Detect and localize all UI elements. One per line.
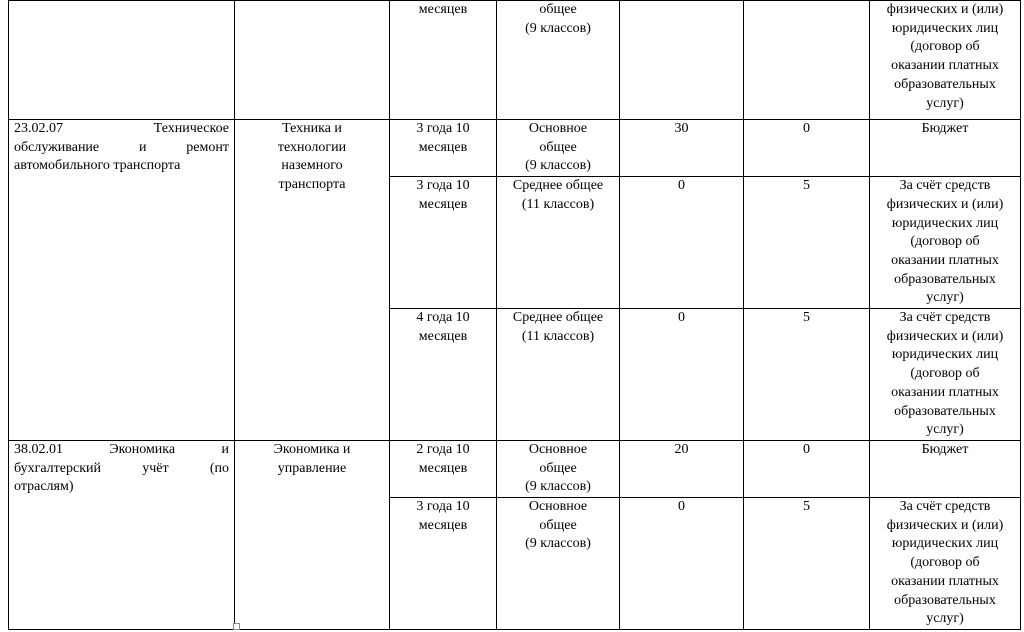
table-resize-handle[interactable] (233, 623, 240, 630)
education-cell: Основное общее (9 классов) (497, 498, 620, 630)
specialty-code-name: 23.02.07 Техническое обслуживание и ремонт автомобильного транспорта (9, 120, 235, 441)
paid-places-cell: 5 (744, 177, 870, 309)
paid-places-cell: 0 (744, 440, 870, 497)
duration-cell: 3 года 10 месяцев (390, 120, 497, 177)
duration-cell: 3 года 10 месяцев (390, 177, 497, 309)
paid-places-cell (744, 1, 870, 120)
financing-cell: Бюджет (870, 440, 1021, 497)
code-cell (9, 1, 235, 120)
paid-places-cell: 5 (744, 309, 870, 441)
table-row-continuation (9, 1, 1021, 120)
education-field: Экономика и управление (235, 440, 390, 629)
financing-cell: физических и (или) юридических лиц (договор об оказании платных образовательных услуг) (870, 1, 1021, 120)
budget-places-cell: 0 (620, 309, 744, 441)
budget-places-cell: 0 (620, 177, 744, 309)
admission-table (8, 0, 1021, 630)
financing-cell: За счёт средств физических и (или) юридических лиц (договор об оказании платных образовательных услуг) (870, 498, 1021, 630)
duration-cell: 4 года 10 месяцев (390, 309, 497, 441)
education-field: Техника и технологии наземного транспорта (235, 120, 390, 441)
financing-cell: За счёт средств физических и (или) юридических лиц (договор об оказании платных образовательных услуг) (870, 177, 1021, 309)
budget-places-cell: 20 (620, 440, 744, 497)
financing-cell: Бюджет (870, 120, 1021, 177)
budget-places-cell: 0 (620, 498, 744, 630)
financing-cell: За счёт средств физических и (или) юридических лиц (договор об оказании платных образовательных услуг) (870, 309, 1021, 441)
paid-places-cell: 5 (744, 498, 870, 630)
budget-places-cell: 30 (620, 120, 744, 177)
paid-places-cell: 0 (744, 120, 870, 177)
education-cell: Основное общее (9 классов) (497, 440, 620, 497)
specialty-code-name: 38.02.01 Экономика и бухгалтерский учёт (по отраслям) (9, 440, 235, 629)
field-cell (235, 1, 390, 120)
table-row (9, 120, 1021, 177)
budget-places-cell (620, 1, 744, 120)
education-cell: общее (9 классов) (497, 1, 620, 120)
education-cell: Среднее общее (11 классов) (497, 309, 620, 441)
education-cell: Основное общее (9 классов) (497, 120, 620, 177)
duration-cell: месяцев (390, 1, 497, 120)
duration-cell: 3 года 10 месяцев (390, 498, 497, 630)
table-row (9, 440, 1021, 497)
education-cell: Среднее общее (11 классов) (497, 177, 620, 309)
duration-cell: 2 года 10 месяцев (390, 440, 497, 497)
